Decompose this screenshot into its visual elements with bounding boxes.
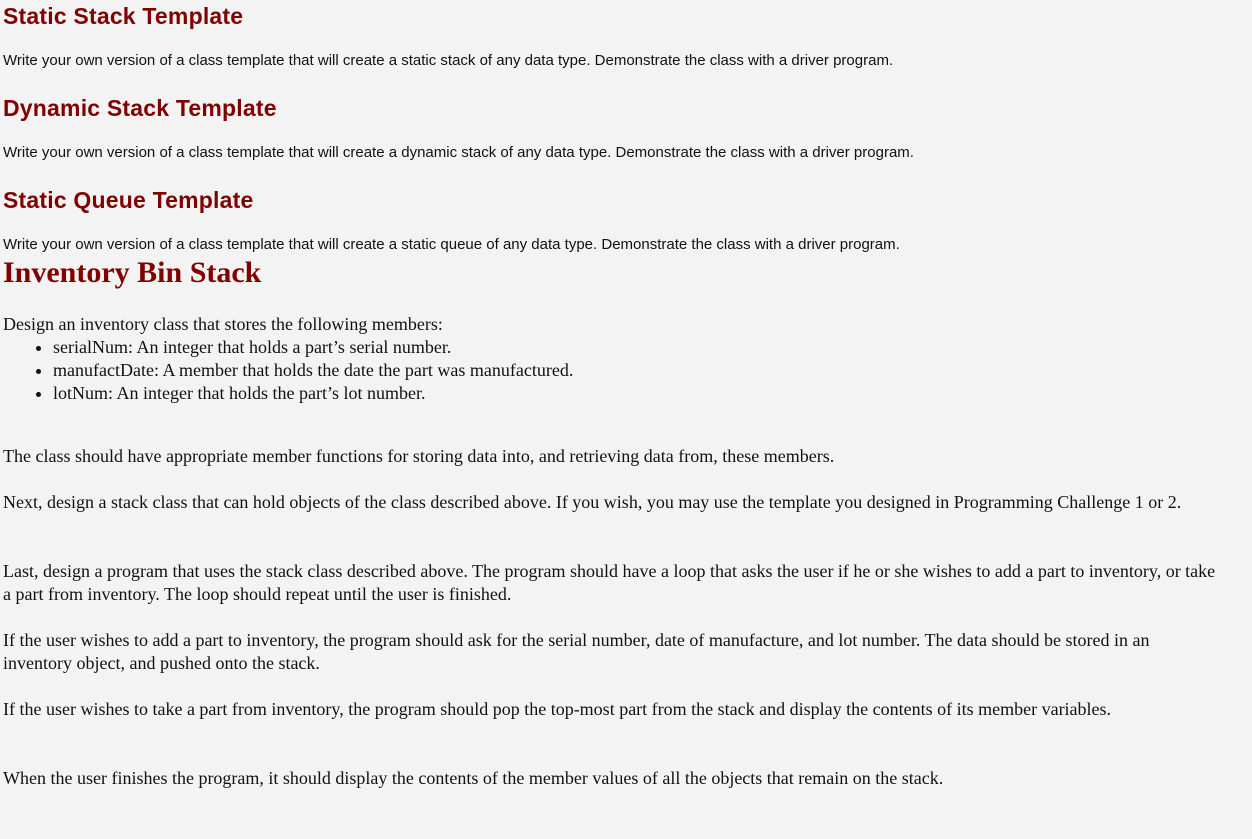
member-functions-paragraph: The class should have appropriate member functions for storing data into, and retrieving data from, these members.: [3, 446, 835, 466]
dynamic-stack-description: Write your own version of a class template that will create a dynamic stack of any data type. Demonstrate the class with a driver program.: [3, 144, 914, 161]
stack-class-paragraph: Next, design a stack class that can hold objects of the class described above. If you wish, you may use the template you designed in Programming Challenge 1 or 2.: [3, 492, 1182, 512]
static-stack-description: Write your own version of a class template that will create a static stack of any data type. Demonstrate the class with a driver program.: [3, 52, 894, 69]
inventory-intro: Design an inventory class that stores the following members:: [3, 314, 443, 334]
static-queue-description: Write your own version of a class template that will create a static queue of any data type. Demonstrate the class with a driver program.: [3, 236, 900, 253]
finish-program-paragraph: When the user finishes the program, it should display the contents of the member values of all the objects that remain on the stack.: [3, 768, 944, 788]
add-part-paragraph: If the user wishes to add a part to inventory, the program should ask for the serial number, date of manufacture, and lot number. The data should be stored in an inventory object, and pushed onto the stack.: [3, 630, 1150, 673]
program-loop-paragraph: Last, design a program that uses the stack class described above. The program should have a loop that asks the user if he or she wishes to add a part to inventory, or take a part from inventory. The loop should repeat until the user is finished.: [3, 561, 1216, 604]
static-queue-heading: Static Queue Template: [3, 187, 254, 213]
take-part-paragraph: If the user wishes to take a part from inventory, the program should pop the top-most part from the stack and display the contents of its member variables.: [3, 699, 1112, 719]
list-item-lot-num: • lotNum: An integer that holds the part’s lot number.: [53, 382, 573, 405]
list-item-serial-num: • serialNum: An integer that holds a part’s serial number.: [53, 336, 573, 359]
static-stack-heading: Static Stack Template: [3, 3, 244, 29]
list-item-manufact-date: • manufactDate: A member that holds the date the part was manufactured.: [53, 359, 573, 382]
inventory-bin-stack-heading: Inventory Bin Stack: [3, 256, 262, 289]
member-list: [3, 336, 573, 405]
dynamic-stack-heading: Dynamic Stack Template: [3, 95, 277, 121]
